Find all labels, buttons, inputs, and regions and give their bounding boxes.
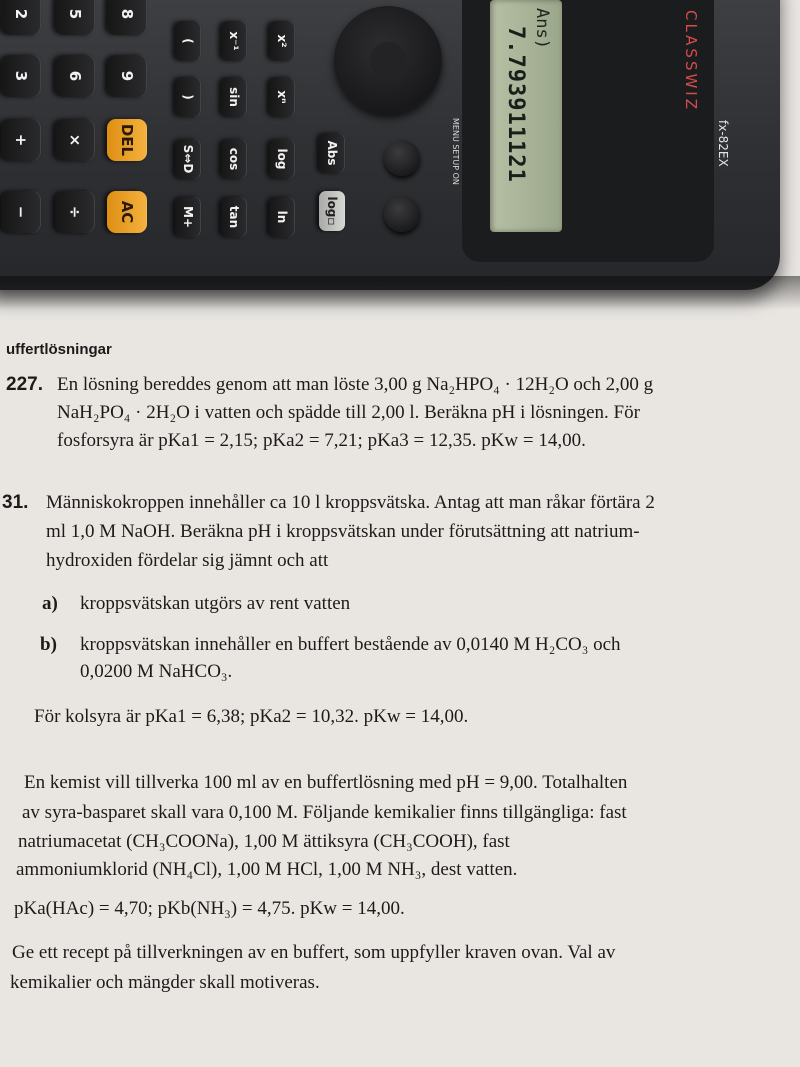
brand-logo: CLASSWIZ: [682, 10, 700, 113]
key-5[interactable]: 5: [55, 0, 95, 35]
menu-setup-on-label: MENU SETUP ON: [451, 118, 460, 185]
key-power[interactable]: xⁿ: [269, 77, 295, 117]
display-value: 7.793911121: [503, 26, 528, 183]
problem-text-line: av syra-basparet skall vara 0,100 M. Följande kemikalier finns tillgängliga: fast: [22, 802, 627, 823]
key-s-d[interactable]: S⇔D: [175, 139, 201, 179]
key-minus[interactable]: −: [1, 191, 41, 233]
subpart-text: 0,0200 M NaHCO₃.: [80, 661, 233, 682]
problem-text-line: En kemist vill tillverka 100 ml av en buffertlösning med pH = 9,00. Totalhalten: [24, 772, 628, 793]
key-sin[interactable]: sin: [221, 77, 247, 117]
key-reciprocal[interactable]: x⁻¹: [221, 21, 247, 61]
subpart-label: a): [42, 593, 58, 614]
problem-text-line: fosforsyra är pKa1 = 2,15; pKa2 = 7,21; pKa3 = 12,35. pKw = 14,00.: [57, 430, 586, 451]
calculator-shadow: [0, 276, 800, 310]
subpart-label: b): [40, 634, 57, 655]
key-del[interactable]: DEL: [107, 119, 147, 161]
subpart-text: kroppsvätskan utgörs av rent vatten: [80, 593, 351, 614]
key-9[interactable]: 9: [107, 55, 147, 97]
key-tan[interactable]: tan: [221, 197, 247, 237]
problem-text-line: Människokroppen innehåller ca 10 l kroppsvätska. Antag att man råkar förtära 2: [46, 492, 655, 513]
problem-text-line: En lösning bereddes genom att man löste 3,00 g Na₂HPO₄ · 12H₂O och 2,00 g: [57, 374, 654, 395]
key-divide[interactable]: ÷: [55, 191, 95, 233]
problem-text-line: Ge ett recept på tillverkningen av en buffert, som uppfyller kraven ovan. Val av: [12, 942, 616, 963]
key-ac[interactable]: AC: [107, 191, 147, 233]
key-square[interactable]: x²: [269, 21, 295, 61]
problem-text-line: hydroxiden fördelar sig jämnt och att: [46, 550, 329, 571]
calculator-display: [490, 0, 562, 232]
key-2[interactable]: 2: [1, 0, 41, 35]
key-close-paren[interactable]: ): [175, 77, 201, 117]
problem-text-line: natriumacetat (CH₃COONa), 1,00 M ättiksyra (CH₃COOH), fast: [18, 831, 510, 852]
key-6[interactable]: 6: [55, 55, 95, 97]
key-abs[interactable]: Abs: [319, 133, 345, 173]
key-log[interactable]: log: [269, 139, 295, 179]
key-plus[interactable]: +: [1, 119, 41, 161]
problem-text-line: kemikalier och mängder skall motiveras.: [10, 972, 320, 993]
key-multiply[interactable]: ×: [55, 119, 95, 161]
problem-text-line: NaH₂PO₄ · 2H₂O i vatten och spädde till 2,00 l. Beräkna pH i lösningen. För: [57, 402, 640, 423]
key-cos[interactable]: cos: [221, 139, 247, 179]
on-button[interactable]: [384, 196, 420, 232]
menu-button[interactable]: [384, 140, 420, 176]
section-title: uffertlösningar: [6, 341, 112, 358]
problem-number: 31.: [2, 492, 29, 513]
key-m-plus[interactable]: M+: [175, 197, 201, 237]
key-8[interactable]: 8: [107, 0, 147, 35]
display-indicator: Ans): [532, 8, 552, 49]
key-ln[interactable]: ln: [269, 197, 295, 237]
problem-text-line: ammoniumklorid (NH₄Cl), 1,00 M HCl, 1,00 M NH₃, dest vatten.: [16, 859, 518, 880]
key-open-paren[interactable]: (: [175, 21, 201, 61]
directional-pad[interactable]: [334, 6, 442, 114]
key-log-base[interactable]: log▫: [319, 191, 345, 231]
key-3[interactable]: 3: [1, 55, 41, 97]
problem-text-line: ml 1,0 M NaOH. Beräkna pH i kroppsvätskan under förutsättning att natrium-: [46, 521, 640, 542]
constants-line: pKa(HAc) = 4,70; pKb(NH₃) = 4,75. pKw = 14,00.: [14, 898, 405, 919]
problem-number: 227.: [6, 374, 43, 395]
model-label: fx-82EX: [716, 120, 730, 167]
constants-line: För kolsyra är pKa1 = 6,38; pKa2 = 10,32. pKw = 14,00.: [34, 706, 469, 727]
subpart-text: kroppsvätskan innehåller en buffert bestående av 0,0140 M H₂CO₃ och: [80, 634, 621, 655]
